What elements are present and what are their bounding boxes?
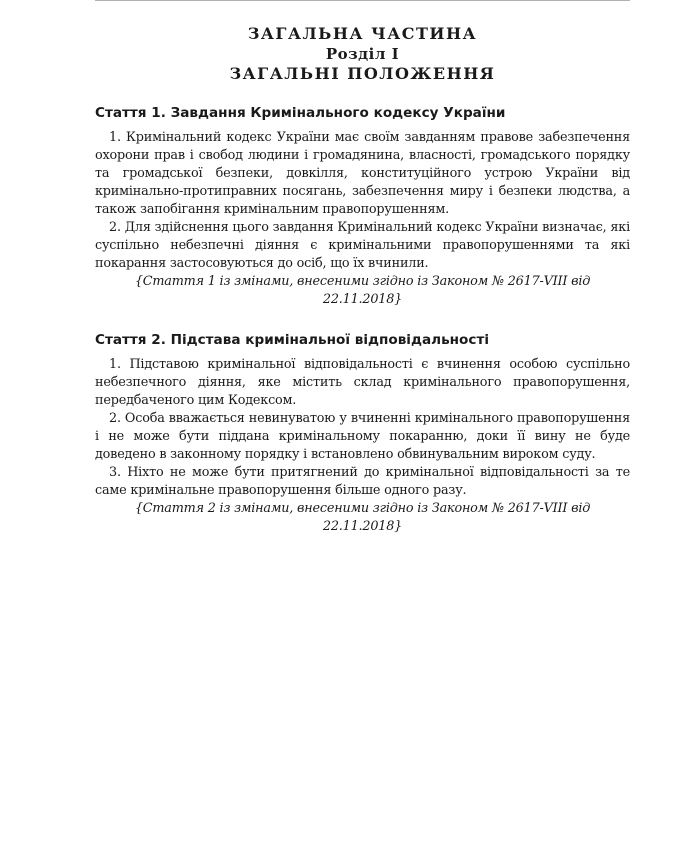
article-1 xyxy=(95,104,630,309)
article-title: Стаття 2. Підстава кримінальної відповідальності xyxy=(95,332,489,348)
amendment-note: {Стаття 1 із змінами, внесеними згідно із Законом № 2617-VIII від 22.11.2018} xyxy=(134,274,591,307)
article-paragraph: 1. Підставою кримінальної відповідальності є вчинення особою суспільно небезпечного діяння, яке містить склад кримінального правопорушення, передбаченого цим Кодексом. xyxy=(95,357,630,408)
section-title: ЗАГАЛЬНІ ПОЛОЖЕННЯ xyxy=(229,64,496,83)
article-title: Стаття 1. Завдання Кримінального кодексу України xyxy=(95,105,506,121)
section-number: Розділ І xyxy=(325,45,400,63)
article-paragraph: 2. Особа вважається невинуватою у вчиненні кримінального правопорушення і не може бути піддана кримінальному покаранню, доки її вину не буде доведено в законному порядку і встановлено обвинувальним вироком суду. xyxy=(95,411,630,462)
top-rule xyxy=(95,0,630,1)
part-title: ЗАГАЛЬНА ЧАСТИНА xyxy=(247,24,478,43)
article-paragraph: 1. Кримінальний кодекс України має своїм завданням правове забезпечення охорони прав і свобод людини і громадянина, власності, громадського порядку та громадської безпеки, довкілля, конституційного устрою України від кримінально-протиправних посягань, забезпечення миру і безпеки людства, а також запобігання кримінальним правопорушенням. xyxy=(95,130,630,217)
article-paragraph: 2. Для здійснення цього завдання Кримінальний кодекс України визначає, які суспільно небезпечні діяння є кримінальними правопорушеннями та які покарання застосовуються до осіб, що їх вчинили. xyxy=(95,220,630,271)
amendment-note: {Стаття 2 із змінами, внесеними згідно із Законом № 2617-VIII від 22.11.2018} xyxy=(134,501,591,534)
article-paragraph: 3. Ніхто не може бути притягнений до кримінальної відповідальності за те саме кримінальне правопорушення більше одного разу. xyxy=(95,465,630,498)
article-2 xyxy=(95,331,630,536)
section-heading xyxy=(95,24,630,84)
document-page xyxy=(95,24,630,536)
